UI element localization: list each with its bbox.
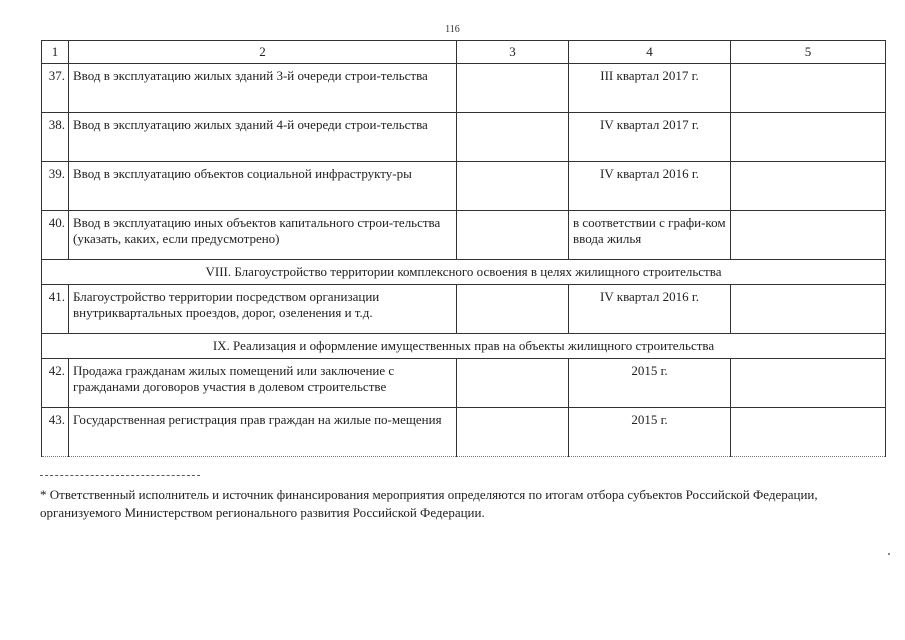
row-description: Государственная регистрация прав граждан на жилые по-мещения (69, 408, 457, 457)
row-date: IV квартал 2016 г. (569, 285, 731, 334)
row-date: III квартал 2017 г. (569, 64, 731, 113)
row-col5 (731, 64, 886, 113)
row-col5 (731, 285, 886, 334)
row-col3 (457, 359, 569, 408)
row-number: 41. (42, 285, 69, 334)
table-row (42, 359, 886, 408)
footnote-divider (40, 475, 200, 476)
column-header: 4 (569, 41, 731, 64)
row-col3 (457, 285, 569, 334)
section-heading-row (42, 334, 886, 359)
section-heading-row (42, 260, 886, 285)
row-col5 (731, 211, 886, 260)
row-col3 (457, 162, 569, 211)
section-heading-8: VIII. Благоустройство территории комплексного освоения в целях жилищного строительства (42, 260, 886, 285)
table-row (42, 408, 886, 457)
column-header: 1 (42, 41, 69, 64)
table-header-row (42, 41, 886, 64)
row-col3 (457, 408, 569, 457)
table-row (42, 64, 886, 113)
row-date: 2015 г. (569, 408, 731, 457)
row-description: Ввод в эксплуатацию жилых зданий 3-й очереди строи-тельства (69, 64, 457, 113)
row-col3 (457, 64, 569, 113)
table-row (42, 285, 886, 334)
column-header: 3 (457, 41, 569, 64)
row-col5 (731, 359, 886, 408)
row-description: Продажа гражданам жилых помещений или заключение с гражданами договоров участия в долевом строительстве (69, 359, 457, 408)
row-col3 (457, 211, 569, 260)
row-description: Ввод в эксплуатацию объектов социальной инфраструкту-ры (69, 162, 457, 211)
table-row (42, 162, 886, 211)
column-header: 5 (731, 41, 886, 64)
row-date: в соответствии с графи-ком ввода жилья (569, 211, 731, 260)
row-number: 40. (42, 211, 69, 260)
row-date: 2015 г. (569, 359, 731, 408)
row-date: IV квартал 2017 г. (569, 113, 731, 162)
column-header: 2 (69, 41, 457, 64)
footnote-text: * Ответственный исполнитель и источник финансирования мероприятия определяются по итогам отбора субъектов Российской Федерации, организуемого Министерством регионального развития Российской Федерации. (40, 487, 818, 520)
row-description: Ввод в эксплуатацию жилых зданий 4-й очереди строи-тельства (69, 113, 457, 162)
row-number: 38. (42, 113, 69, 162)
row-number: 39. (42, 162, 69, 211)
row-description: Ввод в эксплуатацию иных объектов капитального строи-тельства (указать, каких, если предусмотрено) (69, 211, 457, 260)
table-row (42, 211, 886, 260)
table-row (42, 113, 886, 162)
row-col5 (731, 408, 886, 457)
section-heading-9: IX. Реализация и оформление имущественных прав на объекты жилищного строительства (42, 334, 886, 359)
row-col5 (731, 162, 886, 211)
row-number: 37. (42, 64, 69, 113)
row-col3 (457, 113, 569, 162)
page-number: 116 (445, 24, 460, 35)
row-date: IV квартал 2016 г. (569, 162, 731, 211)
scan-artifact (888, 553, 890, 555)
row-number: 43. (42, 408, 69, 457)
row-number: 42. (42, 359, 69, 408)
activities-table (41, 40, 886, 457)
row-col5 (731, 113, 886, 162)
row-description: Благоустройство территории посредством организации внутриквартальных проездов, дорог, озеленения и т.д. (69, 285, 457, 334)
